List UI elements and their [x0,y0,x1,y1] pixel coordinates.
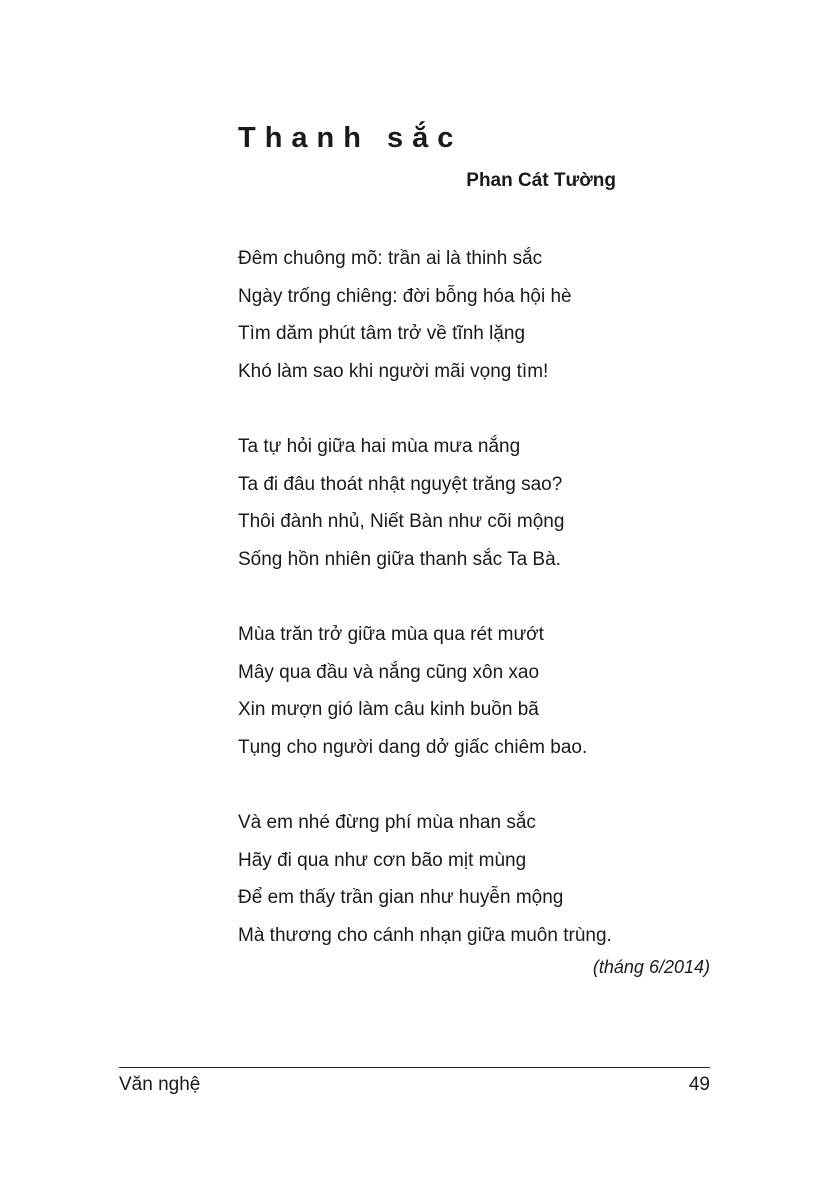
poem-date: (tháng 6/2014) [592,957,710,977]
footer-divider [119,1067,710,1068]
poem-line: Sống hồn nhiên giữa thanh sắc Ta Bà. [238,548,561,570]
poem-line: Và em nhé đừng phí mùa nhan sắc [238,812,536,833]
poem-line: Ta tự hỏi giữa hai mùa mưa nắng [238,436,521,457]
poem-line: Đêm chuông mõ: trần ai là thinh sắc [238,248,543,269]
poem-line: Tìm dăm phút tâm trở về tĩnh lặng [238,323,526,344]
poem-line: Mà thương cho cánh nhạn giữa muôn trùng. [238,924,612,946]
stanza-3 [238,616,718,766]
poem-line: Mây qua đầu và nắng cũng xôn xao [238,661,540,683]
poem-line: Thôi đành nhủ, Niết Bàn như cõi mộng [238,511,565,532]
poem-title: Thanh sắc [238,122,463,154]
poem-line: Xin mượn gió làm câu kinh buồn bã [238,699,539,720]
stanza-4 [238,804,718,954]
poem-line: Tụng cho người dang dở giấc chiêm bao. [238,736,588,758]
poem-line: Ta đi đâu thoát nhật nguyệt trăng sao? [238,473,563,495]
poem-line: Ngày trống chiêng: đời bỗng hóa hội hè [238,285,572,307]
poem-line: Khó làm sao khi người mãi vọng tìm! [238,360,549,382]
poem-author: Phan Cát Tường [466,170,616,191]
poem-line: Hãy đi qua như cơn bão mịt mùng [238,849,527,871]
stanza-2 [238,428,718,578]
footer-section-name: Văn nghệ [119,1074,201,1095]
poem-body [238,240,718,992]
stanza-1 [238,240,718,390]
poem-line: Để em thấy trần gian như huyễn mộng [238,887,564,908]
page-number: 49 [688,1074,710,1095]
poem-line: Mùa trăn trở giữa mùa qua rét mướt [238,624,544,645]
